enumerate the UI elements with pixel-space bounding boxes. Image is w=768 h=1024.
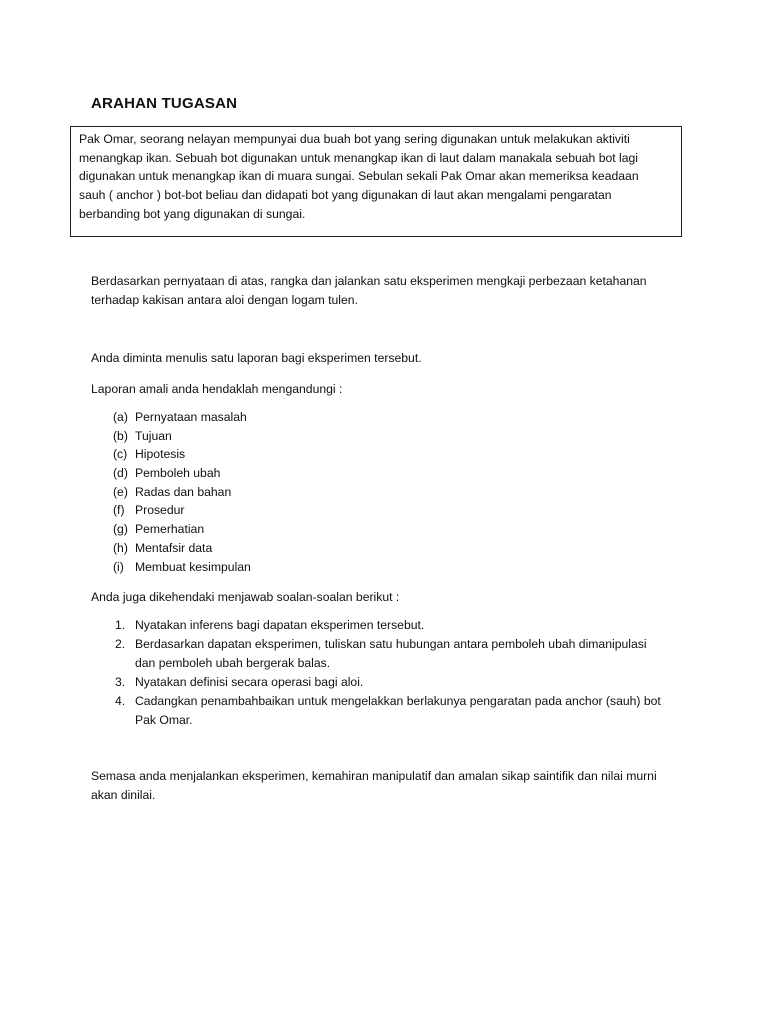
list-item-text: Radas dan bahan xyxy=(135,484,232,499)
question-text: Berdasarkan dapatan eksperimen, tuliskan satu hubungan antara pemboleh ubah dimanipulasi dan pemboleh ubah bergerak balas. xyxy=(135,637,647,670)
assessment-note: Semasa anda menjalankan eksperimen, kemahiran manipulatif dan amalan sikap saintifik dan nilai murni akan dinilai. xyxy=(91,769,657,802)
list-marker: (d) xyxy=(113,466,128,481)
report-contents-instruction: Laporan amali anda hendaklah mengandungi : xyxy=(91,382,343,396)
list-item-text: Tujuan xyxy=(135,428,172,443)
document-title: ARAHAN TUGASAN xyxy=(91,95,238,112)
question-item xyxy=(113,673,695,692)
questions-instruction: Anda juga dikehendaki menjawab soalan-soalan berikut : xyxy=(91,590,400,604)
list-marker: (f) xyxy=(113,503,125,518)
list-item-text: Membuat kesimpulan xyxy=(135,559,251,574)
scenario-text: Pak Omar, seorang nelayan mempunyai dua buah bot yang sering digunakan untuk melakukan aktiviti menangkap ikan. Sebuah bot digunakan untuk menangkap ikan di laut dalam manakala sebuah bot lagi digunakan untuk menangkap ikan di muara sungai. Sebulan sekali Pak Omar akan memeriksa keadaan sauh ( anchor ) bot-bot beliau dan didapati bot yang digunakan di laut akan mengalami pengaratan berbanding bot yang digunakan di sungai. xyxy=(79,132,639,221)
list-marker: (c) xyxy=(113,447,128,462)
question-item xyxy=(113,616,695,635)
question-item xyxy=(113,692,695,730)
question-number: 4. xyxy=(115,694,126,708)
list-item-text: Pemboleh ubah xyxy=(135,466,221,481)
list-item-text: Pemerhatian xyxy=(135,522,205,537)
question-text: Nyatakan definisi secara operasi bagi aloi. xyxy=(135,675,364,689)
list-marker: (h) xyxy=(113,540,128,555)
question-item xyxy=(113,635,695,673)
question-text: Cadangkan penambahbaikan untuk mengelakkan berlakunya pengaratan pada anchor (sauh) bot Pak Omar. xyxy=(135,694,661,727)
question-number: 2. xyxy=(115,637,126,651)
question-number: 1. xyxy=(115,618,126,632)
list-item-text: Mentafsir data xyxy=(135,540,213,555)
list-marker: (g) xyxy=(113,522,128,537)
list-marker: (b) xyxy=(113,428,128,443)
question-text: Nyatakan inferens bagi dapatan eksperimen tersebut. xyxy=(135,618,425,632)
list-marker: (i) xyxy=(113,559,124,574)
list-item-text: Hipotesis xyxy=(135,447,186,462)
report-instruction: Anda diminta menulis satu laporan bagi eksperimen tersebut. xyxy=(91,351,422,365)
questions-list xyxy=(113,616,695,730)
list-item-text: Prosedur xyxy=(135,503,185,518)
task-intro: Berdasarkan pernyataan di atas, rangka dan jalankan satu eksperimen mengkaji perbezaan ketahanan terhadap kakisan antara aloi dengan logam tulen. xyxy=(91,274,647,307)
list-item-text: Pernyataan masalah xyxy=(135,410,247,424)
list-marker: (a) xyxy=(113,410,128,424)
question-number: 3. xyxy=(115,675,126,689)
list-marker: (e) xyxy=(113,484,128,499)
